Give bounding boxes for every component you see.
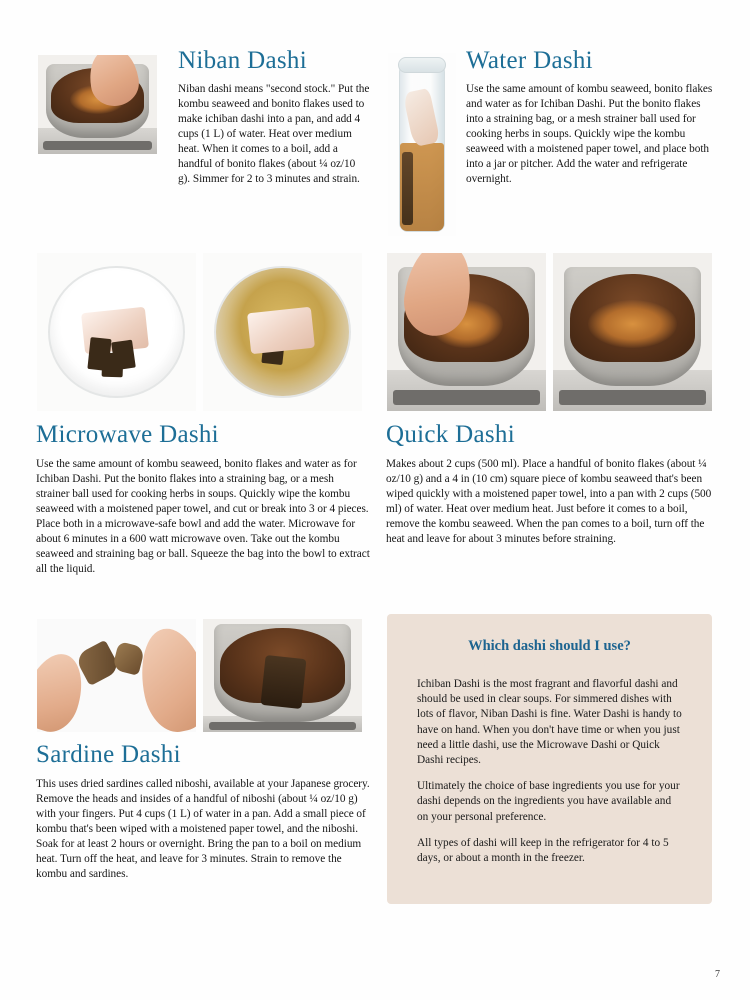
photo-sardine-pan [203, 619, 362, 732]
tip-box-paragraph: Ultimately the choice of base ingredients you use for your dashi depends on the ingredients you have available and on your personal preference. [417, 780, 680, 823]
page-title-sardine-dashi: Sardine Dashi [36, 741, 181, 768]
recipe-water-dashi [466, 48, 714, 187]
photo-quick-dashi-hand [387, 253, 546, 411]
tip-box-which-dashi [387, 614, 712, 904]
tip-box-paragraph: All types of dashi will keep in the refrigerator for 4 to 5 days, or about a month in the freezer. [417, 836, 669, 865]
page-number: 7 [715, 969, 720, 980]
page-title-niban-dashi: Niban Dashi [178, 47, 307, 74]
recipe-body-niban-dashi: Niban dashi means "second stock." Put the kombu seaweed and bonito flakes used to make ichiban dashi into a pan, and add 4 cups (1 L) of water. Heat over medium heat. When it comes to a boil, add a handful of bonito flakes (about ¼ oz/10 g). Simmer for 2 to 3 minutes and strain. [178, 83, 370, 186]
recipe-sardine-dashi [36, 742, 370, 882]
photo-water-dashi-bottle [388, 53, 456, 236]
tip-box-paragraph: Ichiban Dashi is the most fragrant and flavorful dashi and should be used in clear soups. For simmered dishes with lots of flavor, Niban Dashi is fine. Water Dashi is handy to have on hand. When you don't have time or when you just need a little dashi, use the Microwave Dashi or Quick Dashi recipes. [417, 678, 682, 767]
photo-quick-dashi-boiling [553, 253, 712, 411]
recipe-body-quick-dashi: Makes about 2 cups (500 ml). Place a handful of bonito flakes (about ¼ oz/10 g) and a 4 in (10 cm) square piece of kombu seaweed that's been wiped quickly with a moistened paper towel, into a pan with 2 cups (500 ml) of water. Heat over medium heat. Just before it comes to a boil, remove the kombu seaweed. When the pan comes to a boil, turn off the heat and leave for about 3 minutes before straining. [386, 458, 712, 546]
recipe-niban-dashi [178, 48, 370, 187]
photo-microwave-bowl-dry [37, 253, 196, 411]
recipe-body-microwave-dashi: Use the same amount of kombu seaweed, bonito flakes and water as for Ichiban Dashi. Put the bonito flakes into a straining bag, or a mesh strainer ball used for cooking herbs in soups. Quickly wipe the kombu seaweed with a moistened paper towel, and cut or break into 3 or 4 pieces. Place both in a microwave-safe bowl and add the water. Microwave for about 6 minutes in a 600 watt microwave oven. Take out the kombu seaweed and straining bag or ball. Squeeze the bag into the bowl to extract all the liquid. [36, 458, 370, 576]
recipe-quick-dashi [386, 422, 714, 547]
photo-niban-dashi-pan [38, 55, 157, 154]
recipe-microwave-dashi [36, 422, 370, 577]
recipe-body-water-dashi: Use the same amount of kombu seaweed, bonito flakes and water as for Ichiban Dashi. Put the bonito flakes into a straining bag, or a mesh strainer ball used for cooking herbs in soups. Quickly wipe the kombu seaweed with a moistened paper towel, and place both into a jar or pitcher. Add the water and refrigerate overnight. [466, 83, 713, 186]
tip-box-title: Which dashi should I use? [468, 638, 631, 654]
recipe-body-sardine-dashi: This uses dried sardines called niboshi, available at your Japanese grocery. Remove the heads and insides of a handful of niboshi (about ¼ oz/10 g) with your fingers. Put 4 cups (1 L) of water in a pan. Add a small piece of kombu that's been wiped with a moistened paper towel, and the niboshi. Soak for at least 2 hours or overnight. Bring the pan to a boil on medium heat. Turn off the heat, and leave for 3 minutes. Strain to remove the kombu and sardines. [36, 778, 370, 881]
page-title-water-dashi: Water Dashi [466, 47, 593, 74]
photo-sardine-fingers [37, 619, 196, 732]
page-title-quick-dashi: Quick Dashi [386, 421, 515, 448]
page-title-microwave-dashi: Microwave Dashi [36, 421, 219, 448]
photo-microwave-bowl-wet [203, 253, 362, 411]
